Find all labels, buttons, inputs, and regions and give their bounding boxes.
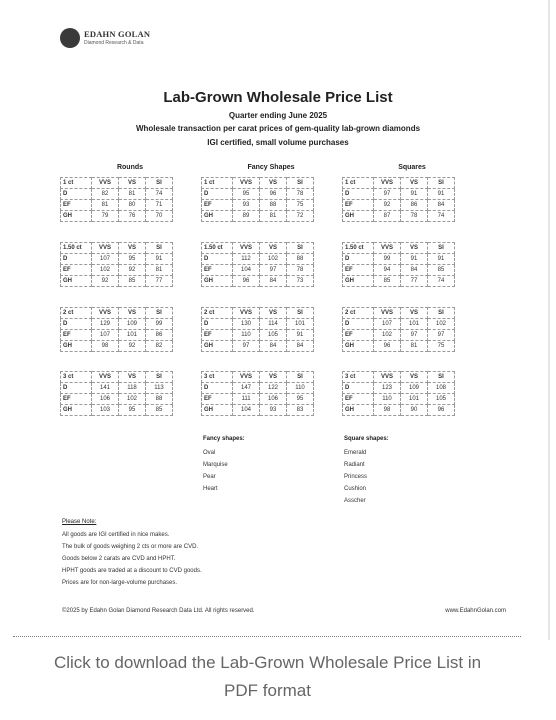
table-row xyxy=(61,200,173,211)
price-cell: 105 xyxy=(260,330,287,341)
price-cell: 97 xyxy=(401,330,428,341)
price-cell: 97 xyxy=(233,341,260,352)
clarity-header: VVS xyxy=(374,372,401,383)
color-grade-label: D xyxy=(202,189,233,200)
color-grade-label: GH xyxy=(202,211,233,222)
square-shape-item: Cushion xyxy=(344,486,367,492)
price-cell: 74 xyxy=(428,276,455,287)
clarity-header: SI xyxy=(146,308,173,319)
table-header-row xyxy=(61,372,173,383)
clarity-header: VVS xyxy=(233,372,260,383)
price-cell: 80 xyxy=(119,200,146,211)
table-row xyxy=(343,265,455,276)
price-cell: 70 xyxy=(146,211,173,222)
price-cell: 95 xyxy=(119,405,146,416)
table-row xyxy=(202,341,314,352)
price-cell: 81 xyxy=(146,265,173,276)
table-row xyxy=(61,211,173,222)
clarity-header: SI xyxy=(428,372,455,383)
price-cell: 104 xyxy=(233,265,260,276)
table-row xyxy=(343,383,455,394)
logo-mark-icon xyxy=(60,28,80,48)
color-grade-label: D xyxy=(343,189,374,200)
table-row xyxy=(61,330,173,341)
table-row xyxy=(61,405,173,416)
table-header-row xyxy=(202,372,314,383)
carat-size-label: 1 ct xyxy=(202,178,233,189)
price-cell: 99 xyxy=(146,319,173,330)
price-table xyxy=(201,177,314,222)
table-row xyxy=(343,254,455,265)
price-cell: 122 xyxy=(260,383,287,394)
price-cell: 77 xyxy=(401,276,428,287)
price-cell: 102 xyxy=(374,330,401,341)
price-cell: 98 xyxy=(374,405,401,416)
table-row xyxy=(61,265,173,276)
price-cell: 110 xyxy=(374,394,401,405)
group-header: Squares xyxy=(398,164,426,171)
clarity-header: SI xyxy=(428,178,455,189)
carat-size-label: 2 ct xyxy=(61,308,92,319)
price-cell: 91 xyxy=(146,254,173,265)
price-cell: 91 xyxy=(401,189,428,200)
clarity-header: SI xyxy=(287,308,314,319)
clarity-header: VVS xyxy=(92,372,119,383)
carat-size-label: 2 ct xyxy=(343,308,374,319)
note-line: HPHT goods are traded at a discount to CVD goods. xyxy=(62,568,202,574)
download-caption-line: Click to download the Lab-Grown Wholesale Price List in xyxy=(53,653,482,672)
square-shape-item: Asscher xyxy=(344,498,366,504)
clarity-header: VS xyxy=(119,372,146,383)
color-grade-label: GH xyxy=(343,341,374,352)
price-cell: 113 xyxy=(146,383,173,394)
price-cell: 92 xyxy=(92,276,119,287)
price-cell: 95 xyxy=(119,254,146,265)
fancy-shape-item: Pear xyxy=(203,474,216,480)
clarity-header: VVS xyxy=(233,308,260,319)
clarity-header: VVS xyxy=(92,243,119,254)
fancy-shape-item: Heart xyxy=(203,486,218,492)
table-header-row xyxy=(61,308,173,319)
color-grade-label: GH xyxy=(343,405,374,416)
price-cell: 86 xyxy=(401,200,428,211)
color-grade-label: EF xyxy=(343,265,374,276)
price-cell: 93 xyxy=(233,200,260,211)
price-cell: 96 xyxy=(374,341,401,352)
fancy-shape-item: Marquise xyxy=(203,462,228,468)
table-row xyxy=(202,265,314,276)
price-cell: 82 xyxy=(146,341,173,352)
price-cell: 129 xyxy=(92,319,119,330)
price-cell: 78 xyxy=(401,211,428,222)
logo-name: EDAHN GOLAN xyxy=(84,29,151,40)
clarity-header: SI xyxy=(287,178,314,189)
clarity-header: VS xyxy=(119,308,146,319)
table-header-row xyxy=(343,372,455,383)
price-cell: 78 xyxy=(287,265,314,276)
price-cell: 74 xyxy=(146,189,173,200)
carat-size-label: 1.50 ct xyxy=(61,243,92,254)
clarity-header: SI xyxy=(146,243,173,254)
price-cell: 88 xyxy=(260,200,287,211)
table-row xyxy=(343,341,455,352)
clarity-header: VVS xyxy=(374,178,401,189)
price-cell: 76 xyxy=(119,211,146,222)
price-cell: 107 xyxy=(92,254,119,265)
table-row xyxy=(202,394,314,405)
color-grade-label: EF xyxy=(202,200,233,211)
clarity-header: VVS xyxy=(92,308,119,319)
download-pdf-link[interactable] xyxy=(0,649,535,705)
clarity-header: VS xyxy=(401,178,428,189)
clarity-header: VS xyxy=(260,178,287,189)
clarity-header: VS xyxy=(260,372,287,383)
price-cell: 88 xyxy=(287,254,314,265)
price-cell: 84 xyxy=(260,276,287,287)
color-grade-label: GH xyxy=(61,405,92,416)
color-grade-label: EF xyxy=(61,265,92,276)
color-grade-label: EF xyxy=(61,394,92,405)
square-shape-item: Emerald xyxy=(344,450,367,456)
table-row xyxy=(202,330,314,341)
fancy-shapes-title: Fancy shapes: xyxy=(203,436,245,442)
price-cell: 110 xyxy=(233,330,260,341)
table-row xyxy=(343,330,455,341)
price-cell: 85 xyxy=(119,276,146,287)
square-shape-item: Princess xyxy=(344,474,368,480)
price-cell: 91 xyxy=(401,254,428,265)
price-cell: 97 xyxy=(428,330,455,341)
price-cell: 106 xyxy=(260,394,287,405)
color-grade-label: EF xyxy=(202,394,233,405)
clarity-header: VS xyxy=(401,372,428,383)
price-cell: 112 xyxy=(233,254,260,265)
clarity-header: VS xyxy=(260,308,287,319)
price-cell: 114 xyxy=(260,319,287,330)
price-cell: 95 xyxy=(233,189,260,200)
color-grade-label: GH xyxy=(343,276,374,287)
price-cell: 75 xyxy=(428,341,455,352)
table-row xyxy=(343,189,455,200)
price-table xyxy=(342,371,455,416)
price-table xyxy=(60,307,173,352)
price-cell: 102 xyxy=(428,319,455,330)
price-table xyxy=(342,307,455,352)
table-row xyxy=(343,405,455,416)
table-row xyxy=(343,211,455,222)
carat-size-label: 2 ct xyxy=(202,308,233,319)
table-row xyxy=(202,200,314,211)
price-cell: 102 xyxy=(260,254,287,265)
table-row xyxy=(61,276,173,287)
note-line: The bulk of goods weighing 2 cts or more are CVD. xyxy=(62,544,199,550)
table-header-row xyxy=(61,243,173,254)
price-cell: 92 xyxy=(119,265,146,276)
price-cell: 95 xyxy=(287,394,314,405)
price-cell: 84 xyxy=(401,265,428,276)
price-cell: 91 xyxy=(428,254,455,265)
table-header-row xyxy=(343,178,455,189)
color-grade-label: GH xyxy=(343,211,374,222)
carat-size-label: 1.50 ct xyxy=(343,243,374,254)
price-cell: 106 xyxy=(92,394,119,405)
color-grade-label: EF xyxy=(343,330,374,341)
price-cell: 141 xyxy=(92,383,119,394)
price-cell: 94 xyxy=(374,265,401,276)
color-grade-label: D xyxy=(61,319,92,330)
table-row xyxy=(343,319,455,330)
clarity-header: SI xyxy=(146,372,173,383)
price-table xyxy=(342,177,455,222)
price-cell: 84 xyxy=(260,341,287,352)
color-grade-label: EF xyxy=(61,200,92,211)
price-cell: 97 xyxy=(374,189,401,200)
price-cell: 82 xyxy=(92,189,119,200)
note-line: All goods are IGI certified in nice makes. xyxy=(62,532,170,538)
color-grade-label: D xyxy=(202,319,233,330)
color-grade-label: GH xyxy=(202,405,233,416)
price-cell: 91 xyxy=(287,330,314,341)
group-header: Rounds xyxy=(116,164,144,171)
price-cell: 99 xyxy=(374,254,401,265)
group-header: Fancy Shapes xyxy=(247,164,295,171)
table-row xyxy=(202,189,314,200)
color-grade-label: GH xyxy=(61,211,92,222)
price-cell: 85 xyxy=(428,265,455,276)
color-grade-label: EF xyxy=(202,330,233,341)
clarity-header: SI xyxy=(146,178,173,189)
website-text: www.EdahnGolan.com xyxy=(445,608,506,614)
table-row xyxy=(343,276,455,287)
price-cell: 103 xyxy=(92,405,119,416)
color-grade-label: D xyxy=(61,383,92,394)
price-cell: 91 xyxy=(428,189,455,200)
company-logo xyxy=(60,28,150,48)
table-row xyxy=(202,383,314,394)
clarity-header: VS xyxy=(119,243,146,254)
price-cell: 77 xyxy=(146,276,173,287)
price-cell: 108 xyxy=(428,383,455,394)
price-cell: 107 xyxy=(92,330,119,341)
clarity-header: SI xyxy=(287,243,314,254)
table-row xyxy=(343,200,455,211)
clarity-header: VS xyxy=(401,243,428,254)
price-cell: 72 xyxy=(287,211,314,222)
color-grade-label: GH xyxy=(202,341,233,352)
price-table xyxy=(60,242,173,287)
color-grade-label: EF xyxy=(343,200,374,211)
note-line: Goods below 2 carats are CVD and HPHT. xyxy=(62,556,176,562)
color-grade-label: GH xyxy=(61,341,92,352)
color-grade-label: D xyxy=(343,319,374,330)
price-cell: 90 xyxy=(401,405,428,416)
price-cell: 96 xyxy=(260,189,287,200)
price-cell: 107 xyxy=(374,319,401,330)
price-cell: 85 xyxy=(146,405,173,416)
color-grade-label: GH xyxy=(61,276,92,287)
clarity-header: SI xyxy=(428,308,455,319)
document-title: Lab-Grown Wholesale Price List xyxy=(163,89,393,106)
table-row xyxy=(343,394,455,405)
clarity-header: SI xyxy=(287,372,314,383)
table-header-row xyxy=(202,308,314,319)
table-header-row xyxy=(61,178,173,189)
table-row xyxy=(202,254,314,265)
price-cell: 78 xyxy=(287,189,314,200)
table-header-row xyxy=(202,178,314,189)
price-cell: 123 xyxy=(374,383,401,394)
price-cell: 89 xyxy=(233,211,260,222)
table-header-row xyxy=(202,243,314,254)
caption-divider xyxy=(13,636,521,637)
price-cell: 96 xyxy=(428,405,455,416)
clarity-header: VVS xyxy=(233,243,260,254)
price-cell: 83 xyxy=(287,405,314,416)
color-grade-label: GH xyxy=(202,276,233,287)
download-caption-line: PDF format xyxy=(224,681,311,700)
color-grade-label: D xyxy=(61,189,92,200)
document-certification: IGI certified, small volume purchases xyxy=(207,138,349,147)
color-grade-label: D xyxy=(202,254,233,265)
price-cell: 87 xyxy=(374,211,401,222)
table-row xyxy=(61,254,173,265)
copyright-text: ©2025 by Edahn Golan Diamond Research Data Ltd. All rights reserved. xyxy=(62,608,255,614)
price-cell: 118 xyxy=(119,383,146,394)
clarity-header: VVS xyxy=(233,178,260,189)
price-cell: 101 xyxy=(401,394,428,405)
price-cell: 102 xyxy=(92,265,119,276)
square-shape-item: Radiant xyxy=(344,462,365,468)
price-cell: 86 xyxy=(146,330,173,341)
logo-tagline: Diamond Research & Data xyxy=(84,39,144,46)
price-cell: 101 xyxy=(287,319,314,330)
fancy-shape-item: Oval xyxy=(203,450,216,456)
table-row xyxy=(202,405,314,416)
notes-title: Please Note: xyxy=(62,519,97,525)
note-line: Prices are for non-large-volume purchases. xyxy=(62,580,178,586)
table-row xyxy=(202,276,314,287)
carat-size-label: 3 ct xyxy=(343,372,374,383)
document-description: Wholesale transaction per carat prices of gem-quality lab-grown diamonds xyxy=(135,124,421,133)
price-table xyxy=(60,177,173,222)
price-cell: 110 xyxy=(287,383,314,394)
price-cell: 88 xyxy=(146,394,173,405)
carat-size-label: 1.50 ct xyxy=(202,243,233,254)
clarity-header: VS xyxy=(260,243,287,254)
square-shapes-title: Square shapes: xyxy=(344,436,389,442)
price-cell: 97 xyxy=(260,265,287,276)
price-cell: 96 xyxy=(233,276,260,287)
price-cell: 71 xyxy=(146,200,173,211)
table-header-row xyxy=(343,243,455,254)
price-cell: 75 xyxy=(287,200,314,211)
price-cell: 98 xyxy=(92,341,119,352)
price-cell: 109 xyxy=(401,383,428,394)
price-table xyxy=(201,242,314,287)
price-cell: 105 xyxy=(428,394,455,405)
color-grade-label: D xyxy=(202,383,233,394)
clarity-header: SI xyxy=(428,243,455,254)
color-grade-label: EF xyxy=(343,394,374,405)
price-table xyxy=(201,307,314,352)
price-cell: 81 xyxy=(260,211,287,222)
carat-size-label: 1 ct xyxy=(343,178,374,189)
price-cell: 111 xyxy=(233,394,260,405)
clarity-header: VVS xyxy=(92,178,119,189)
clarity-header: VS xyxy=(401,308,428,319)
price-table xyxy=(342,242,455,287)
carat-size-label: 1 ct xyxy=(61,178,92,189)
price-cell: 92 xyxy=(374,200,401,211)
table-row xyxy=(202,211,314,222)
price-cell: 130 xyxy=(233,319,260,330)
color-grade-label: D xyxy=(343,254,374,265)
table-row xyxy=(61,189,173,200)
price-cell: 101 xyxy=(119,330,146,341)
table-header-row xyxy=(343,308,455,319)
price-cell: 85 xyxy=(374,276,401,287)
carat-size-label: 3 ct xyxy=(61,372,92,383)
price-cell: 93 xyxy=(260,405,287,416)
clarity-header: VVS xyxy=(374,308,401,319)
price-cell: 102 xyxy=(119,394,146,405)
price-cell: 81 xyxy=(119,189,146,200)
price-cell: 104 xyxy=(233,405,260,416)
price-table xyxy=(201,371,314,416)
price-cell: 79 xyxy=(92,211,119,222)
price-table xyxy=(60,371,173,416)
price-cell: 84 xyxy=(428,200,455,211)
table-row xyxy=(61,394,173,405)
table-row xyxy=(202,319,314,330)
clarity-header: VVS xyxy=(374,243,401,254)
price-cell: 74 xyxy=(428,211,455,222)
price-cell: 73 xyxy=(287,276,314,287)
price-cell: 92 xyxy=(119,341,146,352)
price-cell: 81 xyxy=(401,341,428,352)
price-cell: 147 xyxy=(233,383,260,394)
price-cell: 81 xyxy=(92,200,119,211)
table-row xyxy=(61,341,173,352)
clarity-header: VS xyxy=(119,178,146,189)
table-row xyxy=(61,383,173,394)
price-cell: 84 xyxy=(287,341,314,352)
price-cell: 101 xyxy=(401,319,428,330)
table-row xyxy=(61,319,173,330)
price-cell: 109 xyxy=(119,319,146,330)
carat-size-label: 3 ct xyxy=(202,372,233,383)
color-grade-label: EF xyxy=(202,265,233,276)
document-period: Quarter ending June 2025 xyxy=(228,111,328,120)
color-grade-label: D xyxy=(61,254,92,265)
color-grade-label: EF xyxy=(61,330,92,341)
color-grade-label: D xyxy=(343,383,374,394)
